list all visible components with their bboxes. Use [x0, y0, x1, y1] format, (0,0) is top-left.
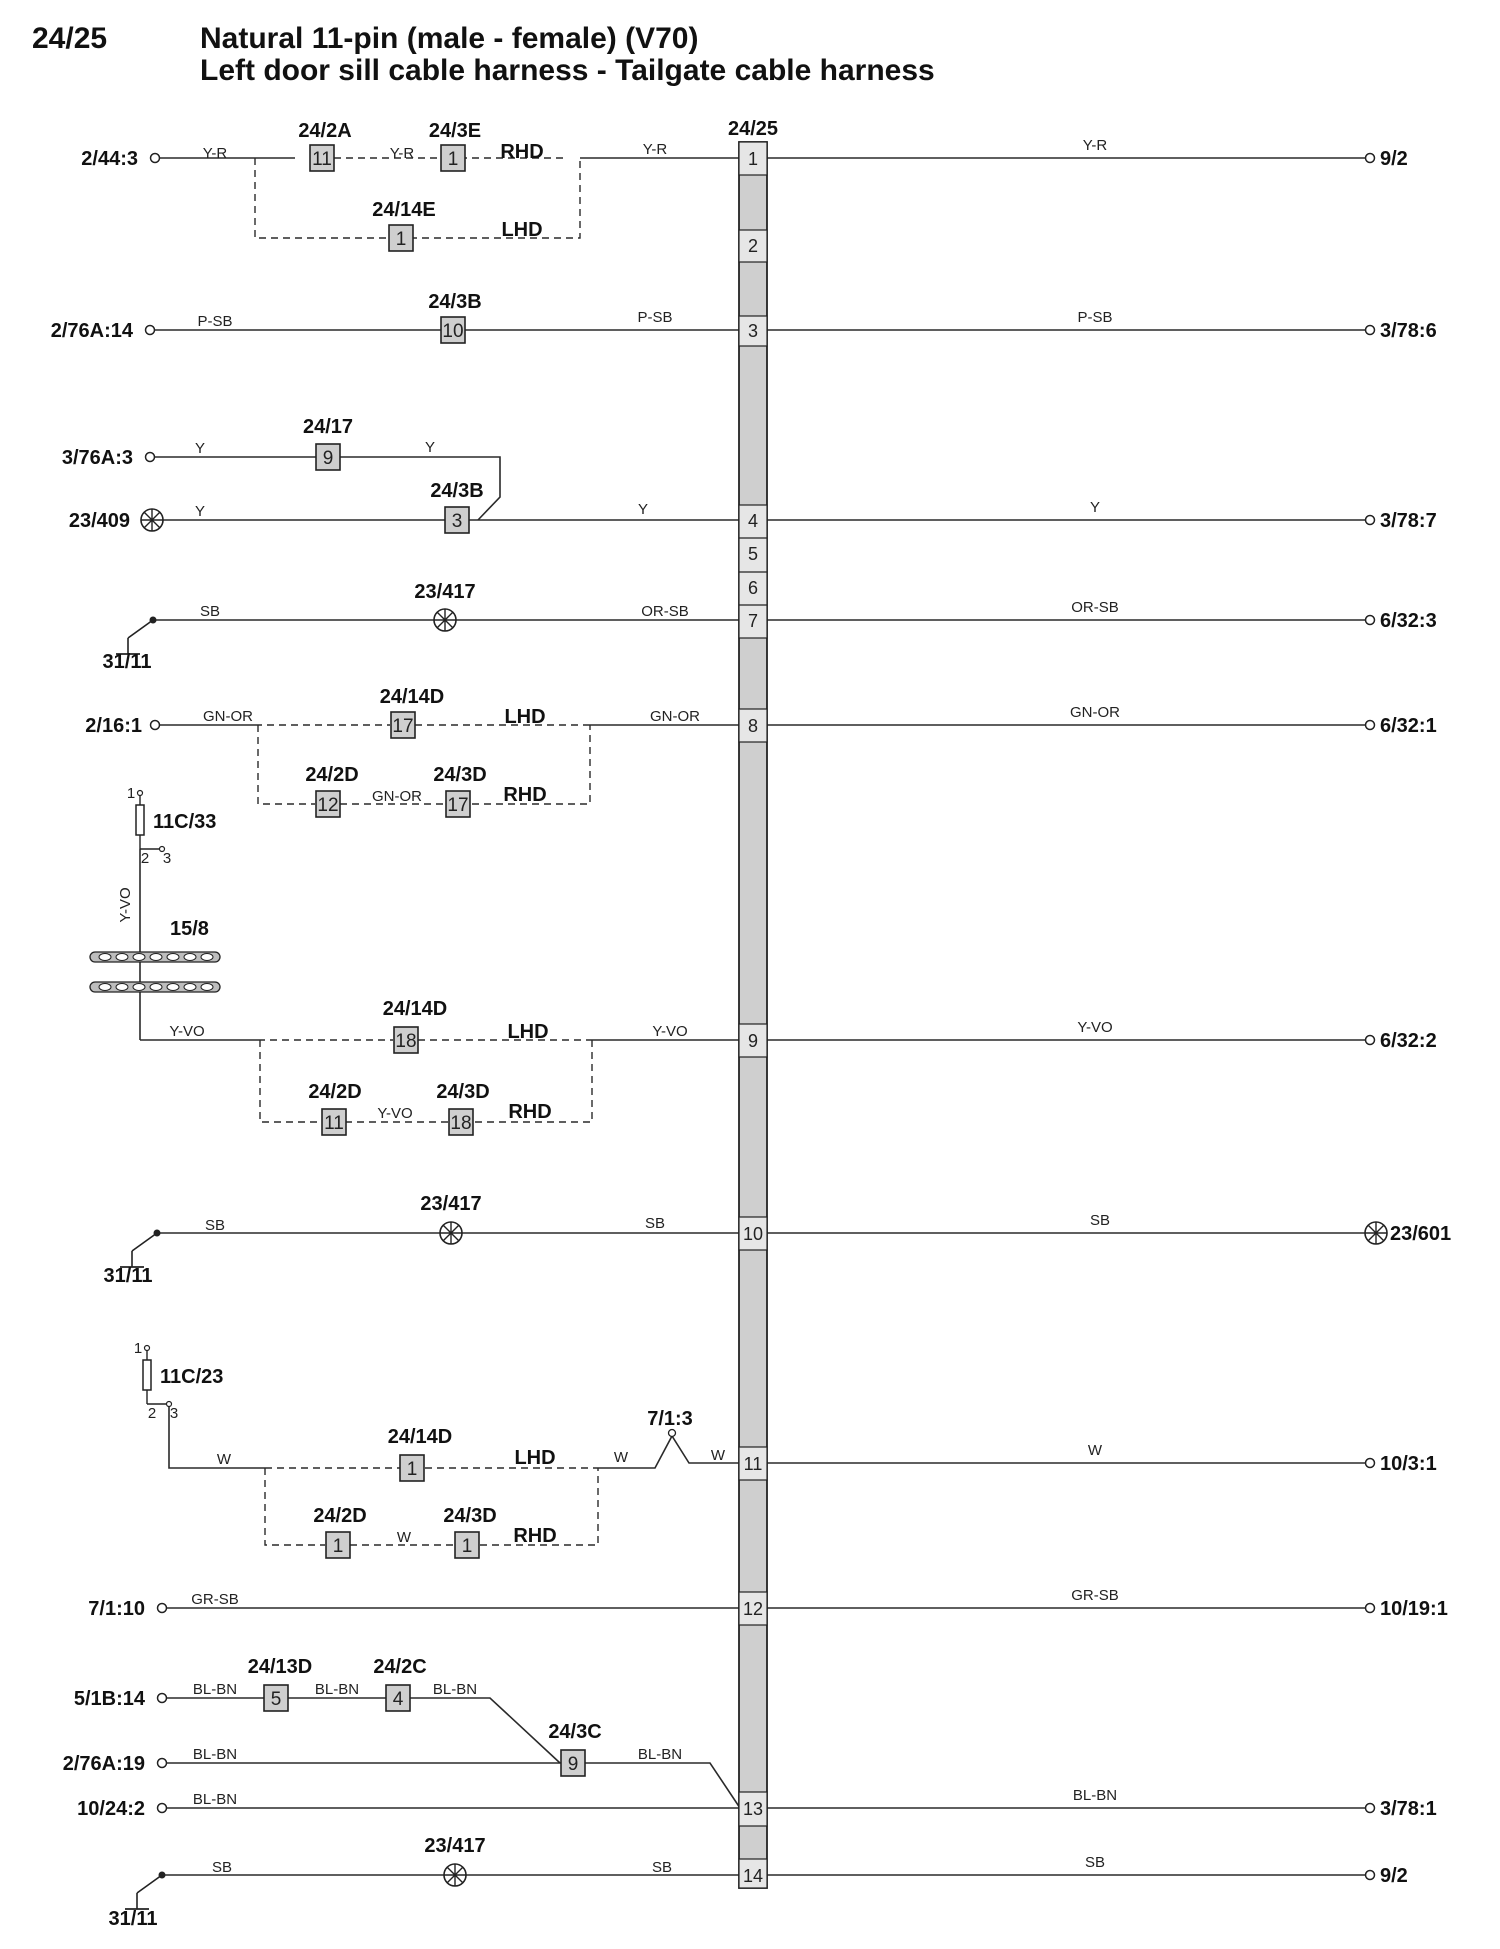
right-terminal-label: 6/32:1 — [1380, 715, 1437, 737]
wire-color-label: P-SB — [1077, 309, 1113, 326]
wire-color-label: SB — [211, 1859, 233, 1876]
wire-color-label: Y — [1089, 499, 1101, 516]
wire-color-label: Y-R — [1082, 137, 1108, 154]
terminal-circle — [1366, 326, 1375, 335]
component-label: 7/1:3 — [647, 1408, 693, 1430]
fuse-pin-number: 1 — [133, 1340, 143, 1357]
fuse-pin-number: 2 — [147, 1405, 157, 1422]
splice-icon — [440, 1222, 462, 1244]
wire-color-label: OR-SB — [641, 603, 689, 620]
splice-icon — [434, 609, 456, 631]
wire-color-label: SB — [204, 1217, 226, 1234]
left-terminal-label: 2/76A:14 — [50, 320, 133, 342]
connector-pin-9: 9 — [747, 1031, 759, 1051]
wire-color-label: Y-VO — [652, 1023, 688, 1040]
connector-pin-8: 8 — [747, 716, 759, 736]
right-terminal-label: 9/2 — [1380, 1865, 1408, 1887]
ground-label: 31/11 — [108, 1908, 158, 1930]
wire — [167, 1763, 740, 1808]
fuse-label: 11C/23 — [160, 1366, 224, 1388]
connector-pin-2: 2 — [747, 236, 759, 256]
fuse-icon — [136, 805, 144, 835]
component-label: 24/3B — [430, 480, 484, 502]
connector-pin-10: 10 — [742, 1224, 764, 1244]
connector-pin-number: 18 — [395, 1031, 417, 1052]
connector-pin-number: 17 — [392, 716, 414, 737]
component-label: 24/2D — [308, 1081, 362, 1103]
wire-color-label: Y-R — [389, 145, 415, 162]
connector-pin-5: 5 — [747, 544, 759, 564]
variant-label: RHD — [508, 1101, 552, 1123]
component-label: 24/3D — [436, 1081, 490, 1103]
ground-label: 31/11 — [102, 651, 152, 673]
connector-pin-11: 11 — [743, 1454, 763, 1474]
terminal-circle — [1366, 1804, 1375, 1813]
terminal-circle — [158, 1804, 167, 1813]
terminal-circle — [146, 453, 155, 462]
connector-pin-14: 14 — [742, 1866, 764, 1886]
wire-color-label: Y-VO — [117, 887, 134, 923]
component-label: 24/2D — [305, 764, 359, 786]
terminal-circle — [158, 1604, 167, 1613]
variant-label: RHD — [503, 784, 547, 806]
left-terminal-label: 2/16:1 — [85, 715, 142, 737]
wire-color-label: BL-BN — [314, 1681, 360, 1698]
connector-pin-number: 1 — [406, 1459, 418, 1480]
fuse-icon — [143, 1360, 151, 1390]
wire — [410, 158, 580, 238]
terminal-circle — [158, 1759, 167, 1768]
wire-color-label: Y-VO — [377, 1105, 413, 1122]
terminal-circle — [1366, 1604, 1375, 1613]
fuse-pin-number: 2 — [140, 850, 150, 867]
component-label: 24/17 — [302, 416, 354, 438]
wire-color-label: Y-R — [202, 145, 228, 162]
fuse-label: 11C/33 — [153, 811, 217, 833]
component-label: 24/14D — [379, 686, 445, 708]
left-terminal-label: 5/1B:14 — [73, 1688, 145, 1710]
wire-color-label: Y-R — [642, 141, 668, 158]
connector-pin-6: 6 — [747, 578, 759, 598]
diagram-subtitle: Left door sill cable harness - Tailgate cable harness — [200, 54, 935, 87]
connector-pin-13: 13 — [742, 1799, 764, 1819]
right-terminal-label: 6/32:3 — [1380, 610, 1437, 632]
right-terminal-label: 6/32:2 — [1380, 1030, 1437, 1052]
component-label: 24/14D — [387, 1426, 453, 1448]
wire-color-label: Y — [637, 501, 649, 518]
right-terminal-label: 23/601 — [1390, 1223, 1452, 1245]
splice-icon — [444, 1864, 466, 1886]
component-label: 23/417 — [424, 1835, 486, 1857]
fuse-pin-number: 3 — [162, 850, 172, 867]
wire-color-label: SB — [644, 1215, 666, 1232]
wire-color-label: W — [613, 1449, 629, 1466]
fuse-pin-number: 1 — [126, 785, 136, 802]
fuse-pin-number: 3 — [169, 1405, 179, 1422]
splice-icon — [1365, 1222, 1387, 1244]
wire-color-label: W — [1087, 1442, 1103, 1459]
terminal-circle — [1366, 721, 1375, 730]
connector-pin-number: 4 — [392, 1689, 404, 1710]
terminal-circle — [1366, 516, 1375, 525]
ground-icon — [120, 1230, 161, 1268]
component-label: 24/2D — [313, 1505, 367, 1527]
wire-color-label: Y — [194, 503, 206, 520]
wire-color-label: SB — [199, 603, 221, 620]
component-label: 24/3D — [443, 1505, 497, 1527]
wire-color-label: W — [396, 1529, 412, 1546]
component-label: 24/3B — [428, 291, 482, 313]
variant-label: LHD — [501, 219, 543, 241]
left-terminal-label: 2/76A:19 — [62, 1753, 145, 1775]
wire-color-label: SB — [1089, 1212, 1111, 1229]
wire-color-label: GN-OR — [650, 708, 700, 725]
terminal-circle — [1366, 616, 1375, 625]
component-label: 24/3D — [433, 764, 487, 786]
variant-label: LHD — [514, 1447, 556, 1469]
connector-pin-1: 1 — [747, 149, 759, 169]
right-terminal-label: 3/78:1 — [1380, 1798, 1437, 1820]
terminal-circle — [158, 1694, 167, 1703]
wire-color-label: SB — [651, 1859, 673, 1876]
wire-color-label: BL-BN — [192, 1746, 238, 1763]
right-terminal-label: 9/2 — [1380, 148, 1408, 170]
wire-color-label: GR-SB — [191, 1591, 239, 1608]
diagram-title: Natural 11-pin (male - female) (V70) — [200, 22, 699, 55]
component-label: 24/13D — [247, 1656, 313, 1678]
wire-color-label: Y — [194, 440, 206, 457]
splice-icon — [141, 509, 163, 531]
variant-label: LHD — [504, 706, 546, 728]
right-terminal-label: 3/78:6 — [1380, 320, 1437, 342]
connector-24-25 — [728, 118, 778, 1888]
wire-color-label: GN-OR — [203, 708, 253, 725]
left-terminal-label: 2/44:3 — [81, 148, 138, 170]
wire-color-label: Y-VO — [1077, 1019, 1113, 1036]
component-label: 24/14E — [372, 199, 436, 221]
wire-color-label: GR-SB — [1071, 1587, 1119, 1604]
wire-color-label: P-SB — [197, 313, 233, 330]
component-label: 15/8 — [170, 918, 209, 940]
component-label: 24/2A — [298, 120, 352, 142]
variant-label: RHD — [513, 1525, 557, 1547]
component-label: 23/417 — [420, 1193, 482, 1215]
connector-body — [739, 142, 767, 1888]
connector-pin-number: 18 — [450, 1113, 472, 1134]
terminal-circle — [146, 326, 155, 335]
connector-pin-number: 10 — [442, 321, 464, 342]
terminal-circle — [1366, 154, 1375, 163]
connector-pin-number: 9 — [567, 1754, 579, 1775]
wire-color-label: GN-OR — [1070, 704, 1120, 721]
connector-pin-number: 1 — [395, 229, 407, 250]
right-terminal-label: 3/78:7 — [1380, 510, 1437, 532]
connector-pin-number: 9 — [322, 448, 334, 469]
left-terminal-label: 23/409 — [68, 510, 130, 532]
left-terminal-label: 3/76A:3 — [61, 447, 133, 469]
connector-pin-number: 1 — [447, 149, 459, 170]
component-label: 24/2C — [373, 1656, 427, 1678]
fuse-box-15-8 — [90, 952, 220, 992]
variant-label: LHD — [507, 1021, 549, 1043]
right-terminal-label: 10/19:1 — [1380, 1598, 1448, 1620]
wire-color-label: SB — [1084, 1854, 1106, 1871]
connector-pin-7: 7 — [747, 611, 759, 631]
terminal-circle — [1366, 1871, 1375, 1880]
wire-color-label: BL-BN — [1072, 1787, 1118, 1804]
terminal-circle — [1366, 1036, 1375, 1045]
wire-color-label: BL-BN — [432, 1681, 478, 1698]
terminal-circle — [1366, 1459, 1375, 1468]
component-label: 24/14D — [382, 998, 448, 1020]
connector-pin-number: 11 — [324, 1113, 344, 1134]
connector-label: 24/25 — [727, 118, 779, 140]
connector-pin-number: 17 — [447, 795, 469, 816]
wire-color-label: BL-BN — [637, 1746, 683, 1763]
wire-color-label: Y-VO — [169, 1023, 205, 1040]
connector-pin-3: 3 — [747, 321, 759, 341]
connector-pin-number: 3 — [451, 511, 463, 532]
left-terminal-label: 10/24:2 — [77, 1798, 145, 1820]
ground-icon — [116, 617, 157, 655]
connector-pin-number: 1 — [332, 1536, 344, 1557]
connector-pin-12: 12 — [742, 1599, 764, 1619]
wire-color-label: P-SB — [637, 309, 673, 326]
right-terminal-label: 10/3:1 — [1380, 1453, 1437, 1475]
variant-label: RHD — [500, 141, 544, 163]
connector-pin-number: 5 — [270, 1689, 282, 1710]
wire-color-label: W — [710, 1447, 726, 1464]
ground-label: 31/11 — [103, 1265, 153, 1287]
connector-pin-4: 4 — [747, 511, 759, 531]
wire-color-label: W — [216, 1451, 232, 1468]
left-terminal-label: 7/1:10 — [88, 1598, 145, 1620]
component-label: 23/417 — [414, 581, 476, 603]
connector-pin-number: 12 — [317, 795, 339, 816]
wire-color-label: BL-BN — [192, 1681, 238, 1698]
ground-icon — [125, 1872, 166, 1910]
wire-color-label: Y — [424, 439, 436, 456]
connector-pin-number: 1 — [461, 1536, 473, 1557]
wire-color-label: OR-SB — [1071, 599, 1119, 616]
terminal-circle — [151, 154, 160, 163]
component-label: 24/3C — [548, 1721, 602, 1743]
page-number: 24/25 — [32, 22, 108, 55]
wire-color-label: BL-BN — [192, 1791, 238, 1808]
connector-pin-number: 11 — [312, 149, 332, 170]
wire-color-label: GN-OR — [372, 788, 422, 805]
terminal-circle — [151, 721, 160, 730]
component-label: 24/3E — [428, 120, 482, 142]
